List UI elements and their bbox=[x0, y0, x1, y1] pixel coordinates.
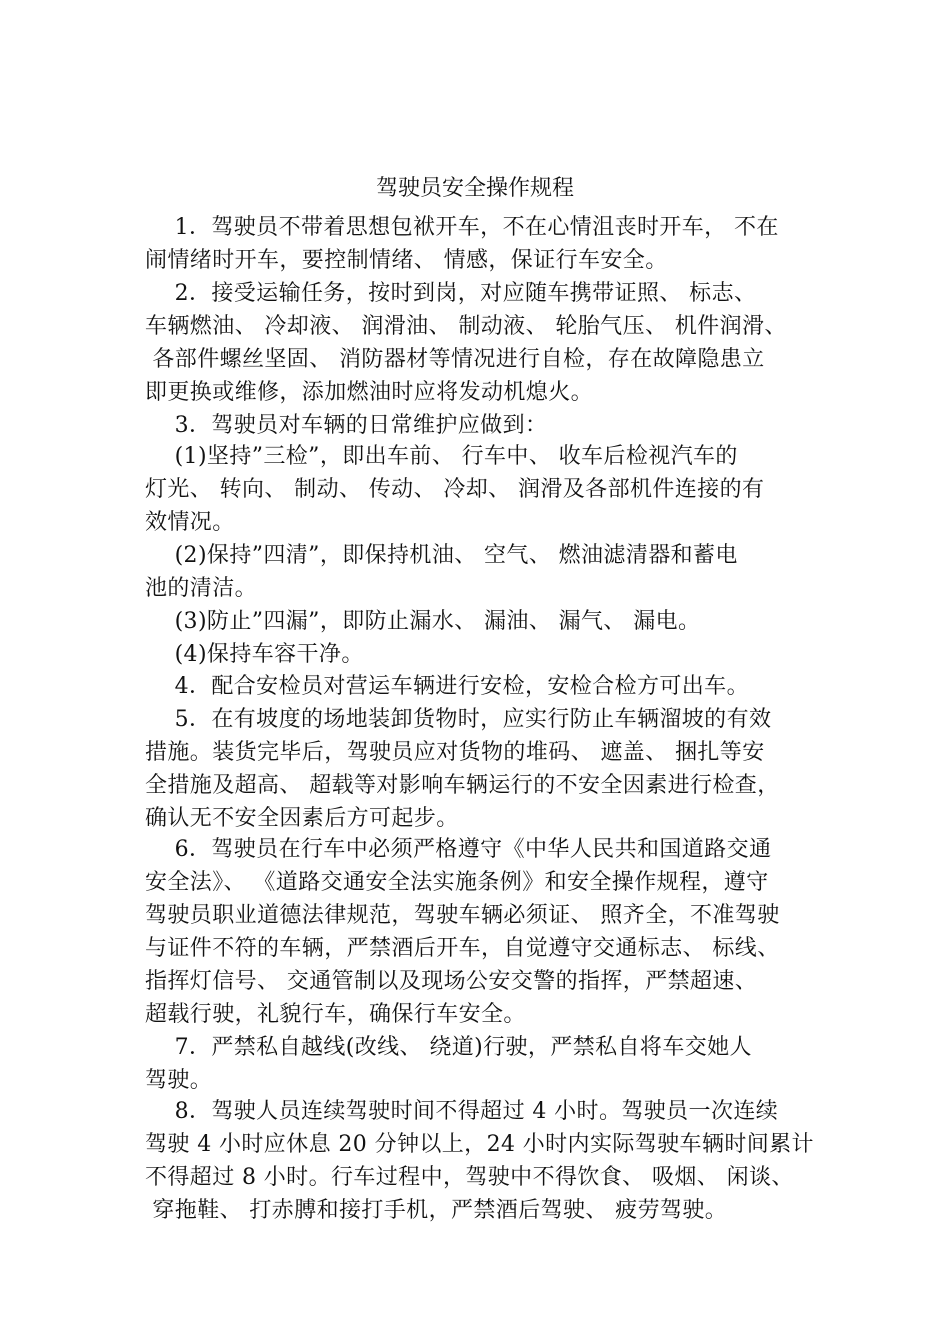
text-line: 5．在有坡度的场地装卸货物时，应实行防止车辆溜坡的有效 bbox=[145, 707, 772, 732]
text-line: (1)坚持”三检”，即出车前、 行车中、 收车后检视汽车的 bbox=[145, 444, 738, 469]
text-line: (4)保持车容干净。 bbox=[145, 642, 364, 667]
text-line: (2)保持”四清”，即保持机油、 空气、 燃油滤清器和蓄电 bbox=[145, 543, 738, 568]
text-line: 7．严禁私自越线(改线、 绕道)行驶，严禁私自将车交她人 bbox=[145, 1035, 752, 1060]
text-line: 6．驾驶员在行车中必须严格遵守《中华人民共和国道路交通 bbox=[145, 837, 772, 862]
text-line: 闹情绪时开车，要控制情绪、 情感，保证行车安全。 bbox=[145, 248, 668, 273]
page-title: 驾驶员安全操作规程 bbox=[375, 176, 574, 201]
text-line: 驾驶。 bbox=[145, 1068, 213, 1093]
text-line: 池的清洁。 bbox=[145, 576, 258, 601]
text-line: 1．驾驶员不带着思想包袱开车，不在心情沮丧时开车， 不在 bbox=[145, 215, 779, 240]
text-line: 3．驾驶员对车辆的日常维护应做到： bbox=[145, 413, 548, 438]
text-line: 驾驶员职业道德法律规范，驾驶车辆必须证、 照齐全，不准驾驶 bbox=[145, 903, 780, 928]
text-line: 超载行驶，礼貌行车，确保行车安全。 bbox=[145, 1002, 526, 1027]
text-line: 2．接受运输任务，按时到岗，对应随车携带证照、 标志、 bbox=[145, 281, 757, 306]
text-line: 指挥灯信号、 交通管制以及现场公安交警的指挥，严禁超速、 bbox=[145, 969, 758, 994]
text-line: 车辆燃油、 冷却液、 润滑油、 制动液、 轮胎气压、 机件润滑、 bbox=[145, 314, 787, 339]
text-line: 4．配合安检员对营运车辆进行安检，安检合检方可出车。 bbox=[145, 674, 749, 699]
text-line: 与证件不符的车辆，严禁酒后开车，自觉遵守交通标志、 标线、 bbox=[145, 936, 780, 961]
text-line: 8．驾驶人员连续驾驶时间不得超过 4 小时。驾驶员一次连续 bbox=[145, 1099, 779, 1124]
text-line: 确认无不安全因素后方可起步。 bbox=[145, 806, 459, 831]
text-line: 穿拖鞋、 打赤膊和接打手机，严禁酒后驾驶、 疲劳驾驶。 bbox=[145, 1198, 728, 1223]
text-line: 全措施及超高、 超载等对影响车辆运行的不安全因素进行检查， bbox=[145, 773, 780, 798]
text-line: 灯光、 转向、 制动、 传动、 冷却、 润滑及各部机件连接的有 bbox=[145, 477, 765, 502]
text-line: 不得超过 8 小时。行车过程中，驾驶中不得饮食、 吸烟、 闲谈、 bbox=[145, 1165, 794, 1190]
text-line: 效情况。 bbox=[145, 510, 235, 535]
text-line: 驾驶 4 小时应休息 20 分钟以上，24 小时内实际驾驶车辆时间累计 bbox=[145, 1132, 814, 1157]
text-line: 即更换或维修，添加燃油时应将发动机熄火。 bbox=[145, 380, 594, 405]
text-line: 各部件螺丝坚固、 消防器材等情况进行自检，存在故障隐患立 bbox=[145, 347, 765, 372]
text-line: 安全法》、 《道路交通安全法实施条例》和安全操作规程，遵守 bbox=[145, 870, 769, 895]
text-line: (3)防止”四漏”，即防止漏水、 漏油、 漏气、 漏电。 bbox=[145, 609, 701, 634]
text-line: 措施。装货完毕后，驾驶员应对货物的堆码、 遮盖、 捆扎等安 bbox=[145, 740, 765, 765]
